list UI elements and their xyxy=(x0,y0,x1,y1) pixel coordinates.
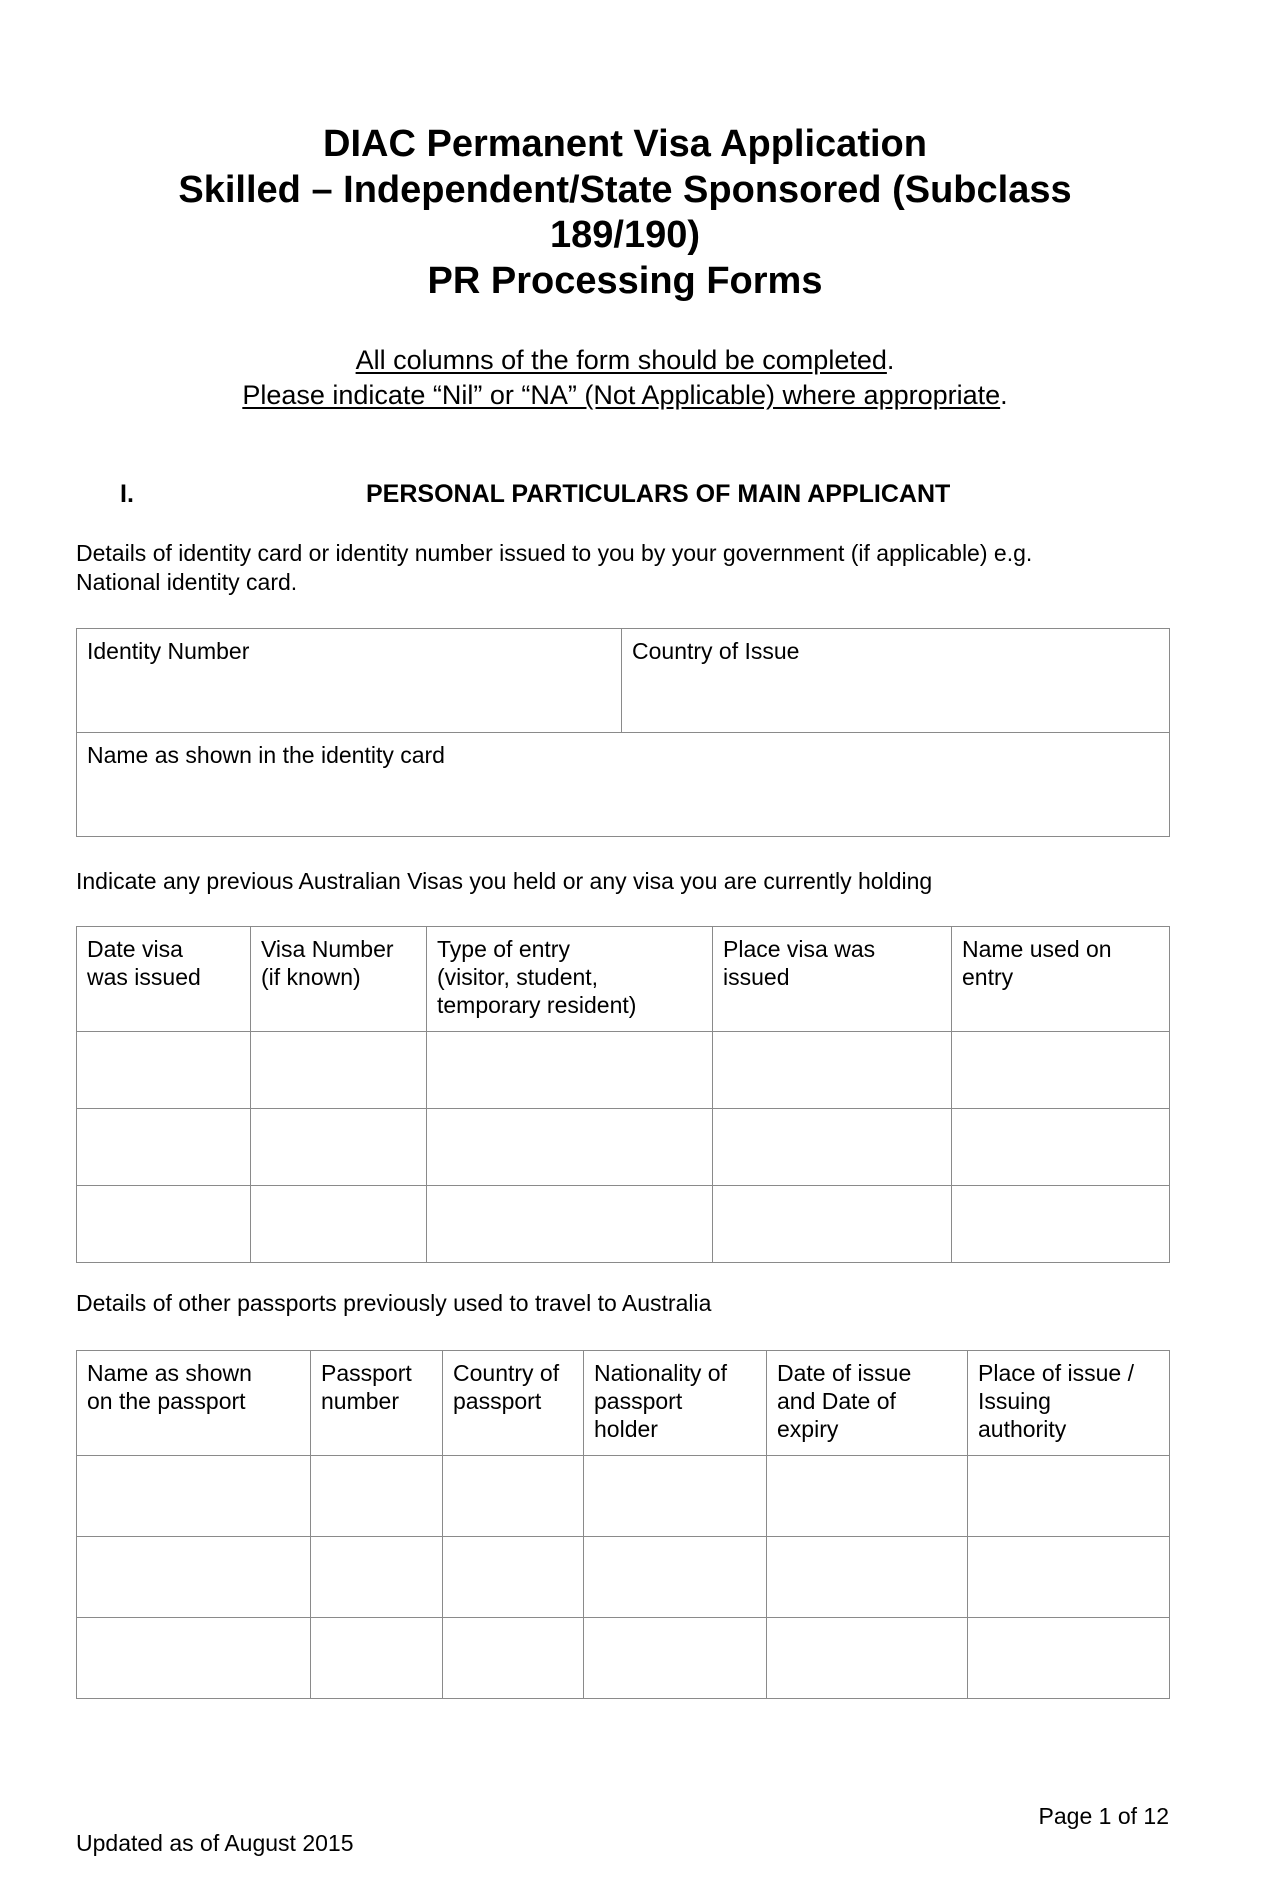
instruction-suffix: . xyxy=(886,345,895,375)
passport-header-cell xyxy=(443,1351,584,1456)
document-title xyxy=(0,122,1250,304)
identity-intro-line: Details of identity card or identity number issued to you by your government (if applicable) e.g. xyxy=(76,540,1033,566)
passport-header-cell xyxy=(77,1351,311,1456)
instruction-text: All columns of the form should be completed xyxy=(355,345,887,375)
title-line-4: PR Processing Forms xyxy=(427,259,823,302)
identity-table xyxy=(76,628,1170,837)
country-of-issue-label: Country of Issue xyxy=(632,638,800,664)
visa-header-text: (visitor, student, xyxy=(437,964,599,990)
visa-row xyxy=(77,1109,1170,1186)
passport-input-cell[interactable] xyxy=(584,1537,767,1618)
instruction-suffix: . xyxy=(1000,380,1008,410)
passport-input-cell[interactable] xyxy=(443,1618,584,1699)
identity-intro xyxy=(76,539,1196,597)
visa-header-text: Date visa xyxy=(87,936,183,962)
visa-header-cell xyxy=(251,927,427,1032)
title-line-3: 189/190) xyxy=(549,214,700,256)
passport-header-text: holder xyxy=(594,1416,658,1442)
passports-intro: Details of other passports previously used to travel to Australia xyxy=(76,1290,712,1316)
visa-input-cell[interactable] xyxy=(952,1032,1170,1109)
passport-input-cell[interactable] xyxy=(968,1618,1170,1699)
passport-row xyxy=(77,1456,1170,1537)
visa-header-cell xyxy=(713,927,952,1032)
visa-header-text: entry xyxy=(962,964,1014,990)
passport-input-cell[interactable] xyxy=(77,1456,311,1537)
visa-header-text: temporary resident) xyxy=(437,992,637,1018)
passport-input-cell[interactable] xyxy=(968,1456,1170,1537)
passport-header-row xyxy=(77,1351,1170,1456)
passport-input-cell[interactable] xyxy=(968,1537,1170,1618)
visa-header-text: Place visa was xyxy=(723,936,876,962)
passport-row xyxy=(77,1537,1170,1618)
visa-input-cell[interactable] xyxy=(77,1186,251,1263)
passport-header-text: Nationality of xyxy=(594,1360,727,1386)
visa-header-text: Visa Number xyxy=(261,936,394,962)
section-number: I. xyxy=(120,480,134,508)
visa-header-text: issued xyxy=(723,964,790,990)
visa-row xyxy=(77,1032,1170,1109)
passport-input-cell[interactable] xyxy=(443,1456,584,1537)
passport-header-text: Date of issue xyxy=(777,1360,912,1386)
visa-input-cell[interactable] xyxy=(952,1186,1170,1263)
passport-header-text: expiry xyxy=(777,1416,839,1442)
passport-header-text: Country of xyxy=(453,1360,560,1386)
identity-intro-line: National identity card. xyxy=(76,569,298,595)
visa-input-cell[interactable] xyxy=(427,1186,713,1263)
passport-input-cell[interactable] xyxy=(584,1456,767,1537)
passport-input-cell[interactable] xyxy=(767,1537,968,1618)
passport-input-cell[interactable] xyxy=(443,1537,584,1618)
visa-header-cell xyxy=(77,927,251,1032)
passport-header-text: number xyxy=(321,1388,399,1414)
instruction-line-1 xyxy=(0,343,1250,378)
passport-header-text: Passport xyxy=(321,1360,412,1386)
passport-header-cell xyxy=(311,1351,443,1456)
name-on-card-label: Name as shown in the identity card xyxy=(87,742,445,768)
page-number: Page 1 of 12 xyxy=(1038,1803,1169,1829)
visa-header-text: was issued xyxy=(87,964,201,990)
title-line-1: DIAC Permanent Visa Application xyxy=(323,123,927,165)
passport-input-cell[interactable] xyxy=(311,1456,443,1537)
visa-input-cell[interactable] xyxy=(251,1032,427,1109)
passport-header-text: passport xyxy=(594,1388,683,1414)
title-line-2: Skilled – Independent/State Sponsored (Subclass xyxy=(178,168,1072,211)
updated-date: Updated as of August 2015 xyxy=(76,1830,354,1856)
passport-header-text: passport xyxy=(453,1388,542,1414)
visa-input-cell[interactable] xyxy=(251,1109,427,1186)
visa-input-cell[interactable] xyxy=(251,1186,427,1263)
name-on-card-field[interactable] xyxy=(77,733,1170,837)
visa-input-cell[interactable] xyxy=(952,1109,1170,1186)
passport-header-text: on the passport xyxy=(87,1388,246,1414)
passport-header-cell xyxy=(968,1351,1170,1456)
visa-header-text: Name used on xyxy=(962,936,1112,962)
instruction-text: Please indicate “Nil” or “NA” (Not Applicable) where appropriate xyxy=(242,380,1001,410)
visa-header-row xyxy=(77,927,1170,1032)
passport-input-cell[interactable] xyxy=(767,1618,968,1699)
visa-input-cell[interactable] xyxy=(713,1186,952,1263)
visa-input-cell[interactable] xyxy=(77,1109,251,1186)
passport-header-text: Issuing xyxy=(978,1388,1051,1414)
passport-header-cell xyxy=(767,1351,968,1456)
visa-input-cell[interactable] xyxy=(427,1109,713,1186)
passport-input-cell[interactable] xyxy=(311,1537,443,1618)
visa-input-cell[interactable] xyxy=(427,1032,713,1109)
visa-input-cell[interactable] xyxy=(77,1032,251,1109)
visa-input-cell[interactable] xyxy=(713,1109,952,1186)
visas-intro: Indicate any previous Australian Visas you held or any visa you are currently holding xyxy=(76,868,933,894)
passport-input-cell[interactable] xyxy=(77,1618,311,1699)
visa-header-cell xyxy=(952,927,1170,1032)
passport-header-text: Name as shown xyxy=(87,1360,252,1386)
identity-number-field[interactable] xyxy=(77,629,622,733)
passport-header-cell xyxy=(584,1351,767,1456)
identity-number-label: Identity Number xyxy=(87,638,250,664)
passport-header-text: authority xyxy=(978,1416,1067,1442)
passport-input-cell[interactable] xyxy=(311,1618,443,1699)
visa-table xyxy=(76,926,1170,1263)
passport-input-cell[interactable] xyxy=(77,1537,311,1618)
passport-row xyxy=(77,1618,1170,1699)
passport-header-text: and Date of xyxy=(777,1388,896,1414)
passport-input-cell[interactable] xyxy=(584,1618,767,1699)
passport-input-cell[interactable] xyxy=(767,1456,968,1537)
passport-header-text: Place of issue / xyxy=(978,1360,1134,1386)
visa-header-text: Type of entry xyxy=(437,936,570,962)
instruction-line-2 xyxy=(0,378,1250,413)
visa-header-text: (if known) xyxy=(261,964,361,990)
visa-header-cell xyxy=(427,927,713,1032)
passport-table xyxy=(76,1350,1170,1699)
visa-row xyxy=(77,1186,1170,1263)
section-title: PERSONAL PARTICULARS OF MAIN APPLICANT xyxy=(366,480,951,508)
country-of-issue-field[interactable] xyxy=(622,629,1170,733)
visa-input-cell[interactable] xyxy=(713,1032,952,1109)
instructions xyxy=(0,343,1250,413)
